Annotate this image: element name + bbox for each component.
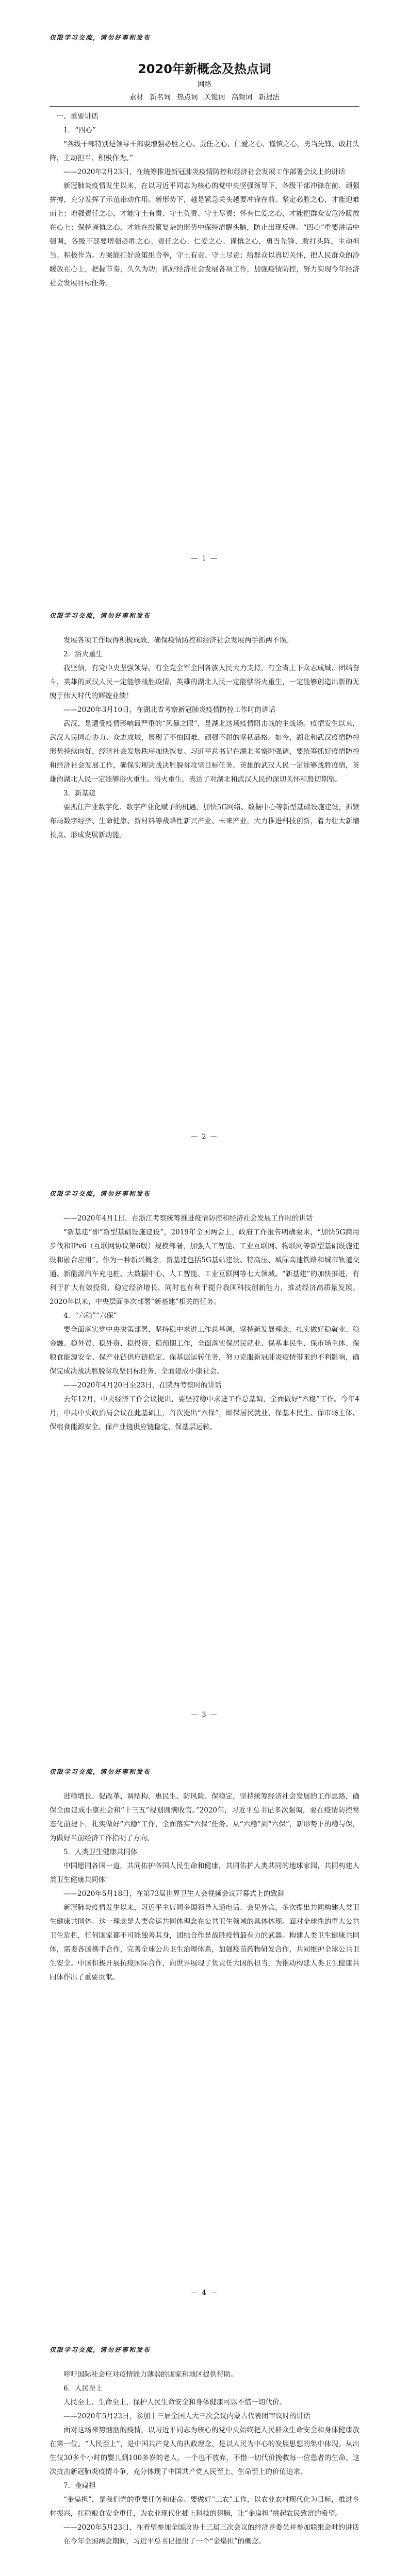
section-heading: 6．人民至上 [63, 2384, 103, 2393]
paragraph: 要抓住产业数字化、数字产业化赋予的机遇，加快5G网络、数据中心等新型基础设施建设，抓紧布局数字经济、生命健康、新材料等战略性新兴产业、未来产业，大力推进科技创新，着力壮大新增长点、形成发展新动能。 [50, 803, 359, 839]
paragraph: ——2020年3月10日，在湖北省考察新冠肺炎疫情防控工作时的讲话 [63, 706, 276, 714]
page-number: — 3 — [191, 1711, 218, 1719]
paragraph: ——2020年4月20日至23日，在陕西考察时的讲话 [63, 1381, 222, 1389]
paragraph: 武汉，是遭受疫情影响最严重的“风暴之眼”，是湖北这场疫情阻击战的主战场。疫情发生以来，武汉人民同心协力、众志成城，展现了不怕困难、顽强不屈的坚韧品格。如今，湖北和武汉疫情防控形势持续向好，经济社会发展秩序加快恢复。习近平总书记在湖北考察时强调，要统筹抓好疫情防控和经济社会发展工作，确保实现决战决胜脱贫攻坚目标任务。英雄的武汉人民一定能够战胜疫情，英雄的湖北人民一定能够浴火重生。浴火重生，表达了对湖北和武汉人民的深切关怀和殷切期望。 [50, 720, 359, 784]
keyword-tags [50, 91, 359, 104]
page-3 [0, 1156, 409, 1734]
page-body [50, 2368, 359, 2549]
header-note: 仅限学习交流，请勿好事和发布 [50, 1190, 151, 1197]
section-heading: 7．金扁担 [63, 2482, 96, 2490]
page-body [50, 1790, 359, 1985]
paragraphs [50, 634, 359, 842]
section-heading: 5．人类卫生健康共同体 [63, 1848, 138, 1856]
section-heading: 2．浴火重生 [63, 650, 103, 658]
tag: 关键词 [204, 93, 225, 101]
tag: 新提法 [258, 93, 280, 101]
paragraph: ——2020年5月18日，在第73届世界卫生大会视频会议开幕式上的致辞 [63, 1890, 285, 1898]
page-4 [0, 1734, 409, 2312]
paragraph: 去年12月，中央经济工作会议提出，要坚持稳中求进工作总基调，全面做好“六稳”工作。今年4月，中共中央政治局会议在此基础上，首次提出“六保”，即保居民就业、保基本民生、保市场主体、保粮食能源安全、保产业链供应链稳定、保基层运转。 [50, 1395, 359, 1431]
paragraph: “各级干部特别是领导干部要增强必胜之心、责任之心、仁爱之心、谨慎之心，勇当先锋、敢打头阵，主动担当、积极作为。” [50, 140, 359, 162]
paragraph: ——2020年5月23日，在看望参加全国政协十三届三次会议的经济界委员并参加联组会时的讲话 [63, 2523, 359, 2532]
document-source: 网络 [198, 80, 211, 89]
tag: 素材 [129, 93, 143, 101]
tag: 新名词 [150, 93, 171, 101]
paragraph: 面对这场来势汹汹的疫情，以习近平同志为核心的党中央始终把人民群众生命安全和身体健康放在第一位。“人民至上”，是中国共产党人的执政理念，是以人民为中心的发展思想的集中体现。从出生仅30多个小时的婴儿到100多岁的老人，一个也不放弃，不惜一切代价挽救每一位患者的生命。这次抗击新冠肺炎疫情斗争，充分体现了中国共产党人民至上、生命至上的价值追求。 [50, 2426, 359, 2476]
document-title: 2020年新概念及热点词 [138, 62, 271, 76]
paragraph: 新冠肺炎疫情发生以来，在以习近平同志为核心的党中央坚强领导下，各级干部冲锋在前、顽强拼搏，充分发挥了示范带动作用。新形势下，越是紧急关头越要冲锋在前。坚定必胜之心，才能迎难而上；增强责任之心，才能守土有责、守土负责、守土尽责；怀有仁爱之心，才能把群众安危冷暖放在心上；保持谨慎之心，才能在纷繁复杂的形势中保持清醒头脑，防止出现反弹。“四心”重要讲话中强调，各级干部要增强必胜之心、责任之心、仁爱之心、谨慎之心，勇当先锋、敢打头阵，主动担当、积极作为。方案能打好政策组合拳，守土有责、守土尽责；给群众以真切关怀，把人民群众的冷暖放在心上，把握节奏，久久为功；抓好经济社会发展各项工作，加强疫情防控，努力实现今年经济社会发展目标任务。 [50, 182, 359, 287]
paragraphs [50, 1790, 359, 1985]
paragraph: 要全面落实党中央决策部署，坚持稳中求进工作总基调，坚持新发展理念，扎实做好稳就业、稳金融、稳外贸、稳外资、稳投资、稳预期工作，全面落实保居民就业、保基本民生、保市场主体、保粮食能源安全、保产业链供应链稳定、保基层运转任务，努力克服新冠肺炎疫情带来的不利影响，确保完成决战决胜脱贫攻坚目标任务，全面建成小康社会。 [50, 1326, 359, 1376]
paragraphs [50, 110, 359, 291]
header-note: 仅限学习交流，请勿好事和发布 [50, 34, 151, 41]
tag: 高频词 [231, 93, 253, 101]
paragraph: 新冠肺炎疫情发生以来，习近平主席同多国领导人通电话、会见外宾，多次提出共同构建人类卫生健康共同体。这一理念是人类命运共同体理念在公共卫生领域的具体体现。面对全球性的重大公共卫生危机，任何国家都不可能独善其身，团结合作是战胜疫情最有力的武器。构建人类卫生健康共同体，需要各国携手合作，完善全球公共卫生治理体系，加强疫苗药物研发合作，共同维护全球公共卫生安全。中国积极开展抗疫国际合作，向世界展现了负责任大国的担当，为推动构建人类卫生健康共同体作出了重要贡献。 [50, 1904, 359, 1981]
paragraph: ——2020年2月23日，在统筹推进新冠肺炎疫情防控和经济社会发展工作部署会议上的讲话 [63, 168, 346, 176]
page-2 [0, 578, 409, 1156]
header-note: 仅限学习交流，请勿好事和发布 [50, 2346, 151, 2353]
paragraph: 中国愿同各国一道，共同佑护各国人民生命和健康，共同佑护人类共同的地球家园，共同构建人类卫生健康共同体！ [50, 1862, 359, 1884]
divider [50, 106, 359, 107]
tag: 热点词 [177, 93, 198, 101]
header-note: 仅限学习交流，请勿好事和发布 [50, 1768, 151, 1775]
paragraph: ——2020年5月22日，参加十三届全国人大三次会议内蒙古代表团审议时的讲话 [63, 2412, 310, 2420]
section-heading: 1．“四心” [63, 126, 96, 134]
page-number: — 4 — [191, 2289, 218, 2297]
paragraphs [50, 2368, 359, 2549]
paragraph: “金扁担”，是我们党的重要任务和使命。要做好“三农”工作，以农业农村现代化为目标，推进乡村振兴，扛稳粮食安全重任，为农业现代化插上科技的翅膀，让“金扁担”挑起农民致富的希望。 [50, 2496, 359, 2518]
page-body [50, 61, 359, 291]
page-number: — 1 — [191, 555, 218, 563]
paragraph: 人民至上、生命至上，保护人民生命安全和身体健康可以不惜一切代价。 [63, 2398, 286, 2406]
paragraph: 我坚信，有党中央坚强领导，有全党全军全国各族人民大力支持，有全省上下众志成城、团结奋斗，英雄的武汉人民一定能够战胜疫情，英雄的湖北人民一定能够浴火重生，一定能够创造出新的无愧于伟大时代的辉煌业绩！ [50, 664, 359, 700]
paragraphs [50, 1212, 359, 1434]
header-note: 仅限学习交流，请勿好事和发布 [50, 612, 151, 619]
section-heading: 一、重要讲话 [56, 112, 99, 121]
paragraph: ——2020年4月1日，在浙江考察统筹推进疫情防控和经济社会发展工作时的讲话 [63, 1214, 313, 1223]
paragraph: “新基建”即“新型基础设施建设”，2019年全国两会上，政府工作报告明确要求，“加快5G商用步伐和IPv6（互联网协议第6版）规模部署，加强人工智能、工业互联网、物联网等新型基础设施建设和融合应用”。作为一种新兴概念，新基建包括5G基站建设、特高压、城际高速铁路和城市轨道交通、新能源汽车充电桩、大数据中心、人工智能、工业互联网等七大领域。“新基建”的加快推进，有利于扩大有效投资，稳定经济增长，同时也有利于提升我国科技创新能力，推动经济高质量发展。2020年以来，中央层面多次部署“新基建”相关的任务。 [50, 1228, 359, 1306]
paragraph: 进稳增长、促改革、调结构、惠民生、防风险、保稳定，坚持统筹经济社会发展的工作思路，确保全面建成小康社会和“十三五”规划圆满收官。”2020年，习近平总书记多次强调，要在疫情防控常态化前提下，扎实做好“六稳”工作，全面落实“六保”任务。从“六稳”到“六保”，新形势下的稳与保，为做好当前经济工作指明了方向。 [50, 1792, 359, 1842]
page-body [50, 1212, 359, 1434]
section-heading: 3．新基建 [63, 789, 96, 798]
page-5 [0, 2312, 409, 2576]
page-1 [0, 0, 409, 578]
paragraph: 呼吁国际社会应对疫情能力薄弱的国家和地区提供帮助。 [63, 2370, 238, 2379]
section-heading: 4．“六稳”“六保” [63, 1312, 117, 1320]
page-body [50, 634, 359, 842]
paragraph: 在今年全国两会期间，习近平总书记提出了一个“金扁担”的概念。 [63, 2537, 266, 2546]
page-number: — 2 — [191, 1133, 218, 1141]
paragraph: 发展各项工作取得积极成效，确保疫情防控和经济社会发展两手抓两不误。 [63, 636, 293, 645]
